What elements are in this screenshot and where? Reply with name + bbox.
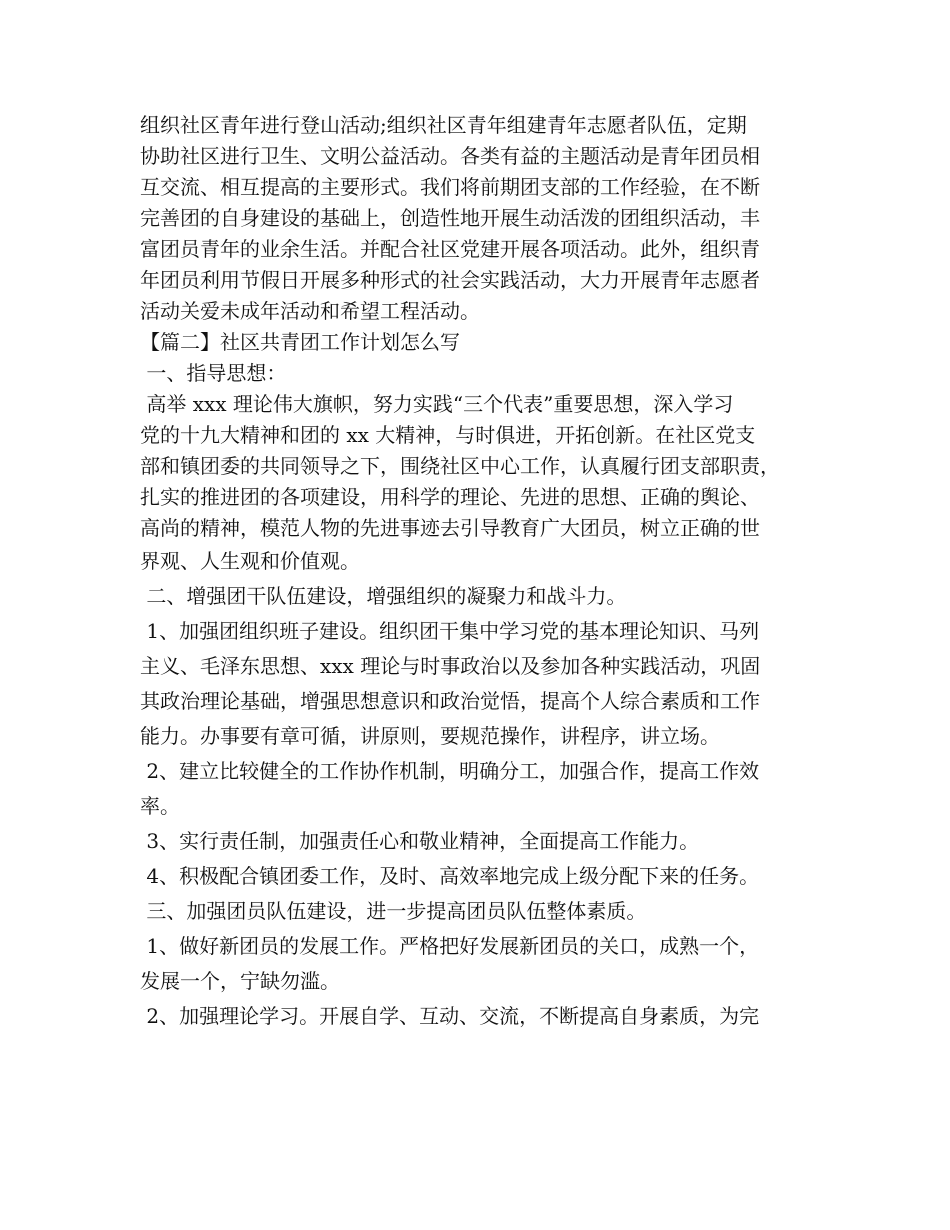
text-line: 年团员利用节假日开展多种形式的社会实践活动，大力开展青年志愿者 [140,268,760,292]
text-line: 高举 xxx 理论伟大旗帜，努力实践“三个代表”重要思想，深入学习 [140,392,734,416]
text-line: 党的十九大精神和团的 xx 大精神，与时俱进，开拓创新。在社区党支 [140,423,756,447]
text-line: 4、积极配合镇团委工作，及时、高效率地完成上级分配下来的任务。 [140,864,760,888]
text-line: 部和镇团委的共同领导之下，围绕社区中心工作，认真履行团支部职责， [140,454,780,478]
text-line: 扎实的推进团的各项建设，用科学的理论、先进的思想、正确的舆论、 [140,485,760,509]
text-line: 富团员青年的业余生活。并配合社区党建开展各项活动。此外，组织青 [140,237,760,261]
text-line: 2、加强理论学习。开展自学、互动、交流，不断提高自身素质，为完 [140,1004,760,1028]
text-line: 能力。办事要有章可循，讲原则，要规范操作，讲程序，讲立场。 [140,724,720,748]
text-line: 界观、人生观和价值观。 [140,549,360,573]
text-line: 互交流、相互提高的主要形式。我们将前期团支部的工作经验，在不断 [140,175,760,199]
section-heading: 【篇二】社区共青团工作计划怎么写 [140,330,460,354]
text-line: 高尚的精神，模范人物的先进事迹去引导教育广大团员，树立正确的世 [140,516,760,540]
text-line: 完善团的自身建设的基础上，创造性地开展生动活泼的团组织活动，丰 [140,206,760,230]
text-line: 协助社区进行卫生、文明公益活动。各类有益的主题活动是青年团员相 [140,144,760,168]
text-line: 率。 [140,794,180,818]
text-line: 3、实行责任制，加强责任心和敬业精神，全面提高工作能力。 [140,829,700,853]
text-line: 组织社区青年进行登山活动;组织社区青年组建青年志愿者队伍，定期 [140,113,747,137]
subheading: 二、增强团干队伍建设，增强组织的凝聚力和战斗力。 [140,584,627,608]
text-line: 2、建立比较健全的工作协作机制，明确分工，加强合作，提高工作效 [140,759,760,783]
document-page [140,110,820,1034]
subheading: 三、加强团员队伍建设，进一步提高团员队伍整体素质。 [140,899,647,923]
text-line: 主义、毛泽东思想、xxx 理论与时事政治以及参加各种实践活动，巩固 [140,654,761,678]
text-line: 活动关爱未成年活动和希望工程活动。 [140,299,480,323]
text-line: 1、做好新团员的发展工作。严格把好发展新团员的关口，成熟一个， [140,934,760,958]
text-line: 其政治理论基础，增强思想意识和政治觉悟，提高个人综合素质和工作 [140,689,760,713]
text-line: 1、加强团组织班子建设。组织团干集中学习党的基本理论知识、马列 [140,619,760,643]
subheading: 一、指导思想： [140,361,287,385]
text-line: 发展一个，宁缺勿滥。 [140,969,340,993]
